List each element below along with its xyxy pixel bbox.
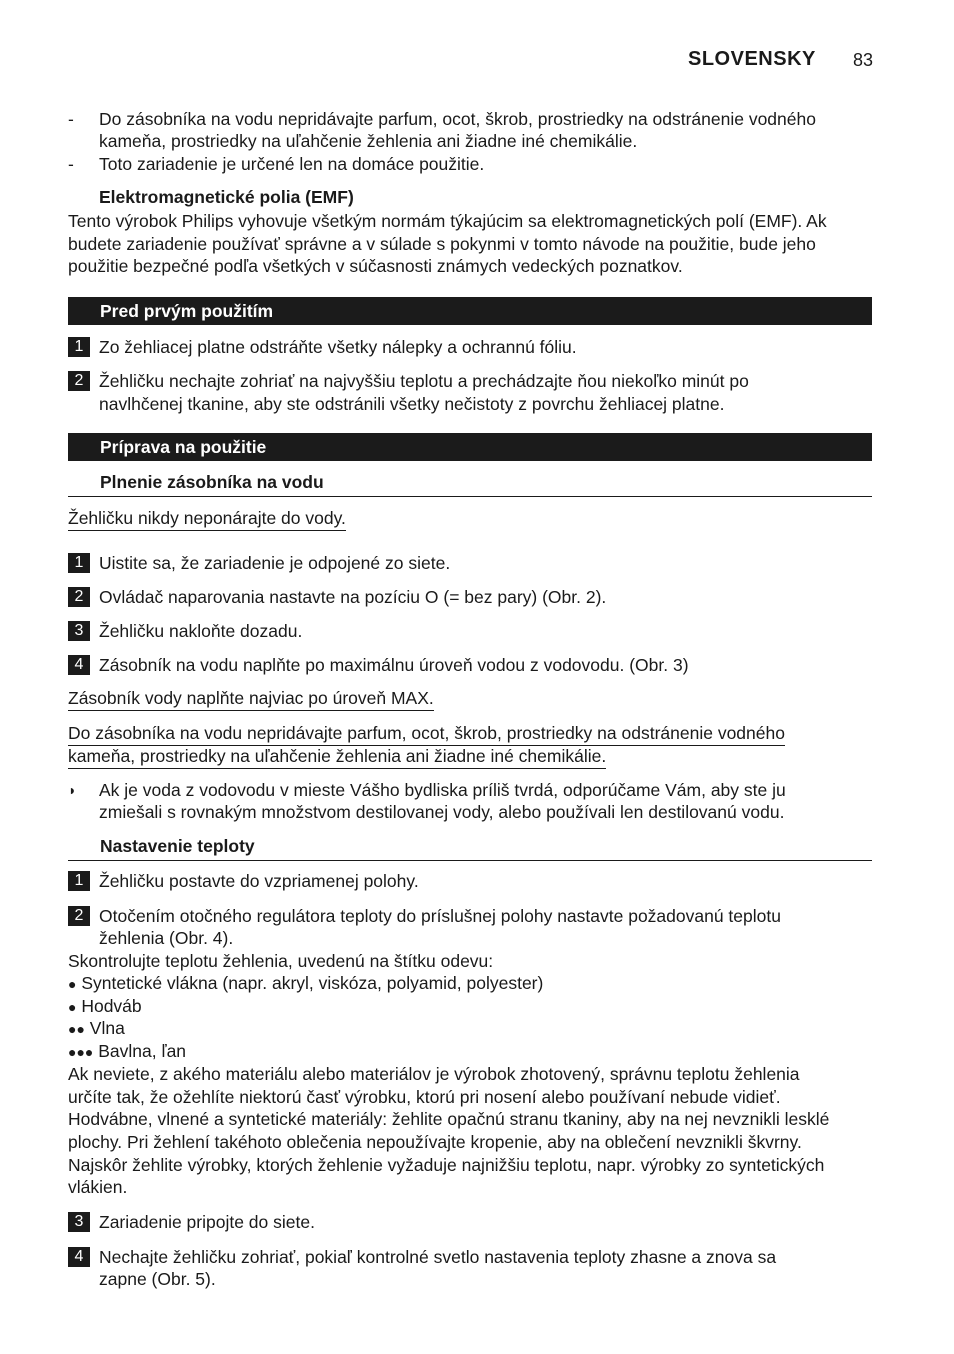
bullet-dash: - [68, 109, 74, 129]
step-text: Ovládač naparovania nastavte na pozíciu O (= bez pary) (Obr. 2). [99, 587, 607, 607]
subsection-title: Plnenie zásobníka na vodu [100, 472, 324, 492]
step-number: 2 [68, 906, 90, 926]
step-text: žehlenia (Obr. 4). [99, 928, 234, 948]
tip-text-line-1: Ak je voda z vodovodu v mieste Vášho bydliska príliš tvrdá, odporúčame Vám, aby ste ju [99, 780, 786, 800]
advice-line: plochy. Pri žehlení takéhoto oblečenia nepoužívajte kropenie, aby na oblečení nevznikli škvrny. [68, 1132, 802, 1152]
fabric-item [68, 1040, 186, 1064]
emf-text-line-1: Tento výrobok Philips vyhovuje všetkým normám týkajúcim sa elektromagnetických polí (EMF). Ak [68, 211, 827, 231]
temp-dot-icon: ● [68, 999, 77, 1015]
fabric-label: Vlna [84, 1018, 125, 1038]
step-text: Zásobník na vodu naplňte po maximálnu úroveň vodou z vodovodu. (Obr. 3) [99, 655, 689, 675]
temp-dot-icon: ●●● [68, 1044, 94, 1060]
step-number: 1 [68, 871, 90, 891]
check-label: Skontrolujte teplotu žehlenia, uvedenú na štítku odevu: [68, 951, 494, 971]
fabric-label: Syntetické vlákna (napr. akryl, viskóza, polyamid, polyester) [76, 973, 544, 993]
fabric-label: Bavlna, ľan [93, 1041, 187, 1061]
language-header: SLOVENSKY [688, 48, 816, 70]
fabric-item [68, 995, 142, 1019]
step-text: Uistite sa, že zariadenie je odpojené zo siete. [99, 553, 451, 573]
step-text: Otočením otočného regulátora teploty do príslušnej polohy nastavte požadovanú teplotu [99, 906, 781, 926]
step-number: 2 [68, 371, 90, 391]
subsection-filling [68, 471, 872, 497]
intro-bullet-1-line-2: kameňa, prostriedky na uľahčenie žehlenia ani žiadne iné chemikálie. [99, 131, 638, 151]
emf-heading: Elektromagnetické polia (EMF) [99, 187, 354, 207]
page-number: 83 [853, 50, 874, 70]
step-text: Nechajte žehličku zohriať, pokiaľ kontrolné svetlo nastavenia teploty zhasne a znova sa [99, 1247, 777, 1267]
step-number: 3 [68, 1212, 90, 1232]
tip-text-line-2: zmiešali s rovnakým množstvom destilovanej vody, alebo používali len destilovanú vodu. [99, 802, 785, 822]
step-number: 3 [68, 621, 90, 641]
advice-line: určíte tak, že ožehlíte niektorú časť výrobku, ktorú pri nosení alebo používaní nebude vidieť. [68, 1087, 781, 1107]
intro-bullet-2-line-1: Toto zariadenie je určené len na domáce použitie. [99, 154, 485, 174]
step-text: Žehličku nakloňte dozadu. [99, 621, 303, 641]
emf-text-line-3: použitie bezpečné podľa všetkých v súčasnosti známych vedeckých poznatkov. [68, 256, 683, 276]
step-text: Zariadenie pripojte do siete. [99, 1212, 315, 1232]
bullet-dash: - [68, 154, 74, 174]
subsection-title: Nastavenie teploty [100, 836, 255, 856]
chemicals-note-line-1: Do zásobníka na vodu nepridávajte parfum, ocot, škrob, prostriedky na odstránenie vodného [68, 722, 785, 746]
step-number: 4 [68, 1247, 90, 1267]
fabric-label: Hodváb [76, 996, 142, 1016]
step-text: Žehličku nechajte zohriať na najvyššiu teplotu a prechádzajte ňou niekoľko minút po [99, 371, 749, 391]
max-level-note: Zásobník vody naplňte najviac po úroveň MAX. [68, 687, 434, 711]
section-title: Pred prvým použitím [100, 301, 274, 321]
temp-dot-icon: ● [68, 976, 77, 992]
step-text: navlhčenej tkanine, aby ste odstránili všetky nečistoty z povrchu žehliacej platne. [99, 394, 725, 414]
tip-arrow-icon: ◗ [68, 782, 77, 798]
step-number: 1 [68, 337, 90, 357]
section-bar-first-use [68, 297, 872, 325]
section-title: Príprava na použitie [100, 437, 267, 457]
step-number: 2 [68, 587, 90, 607]
section-bar-preparation [68, 433, 872, 461]
advice-line: Najskôr žehlite výrobky, ktorých žehlenie vyžaduje najnižšiu teplotu, napr. výrobky zo syntetických [68, 1155, 825, 1175]
step-text: Zo žehliacej platne odstráňte všetky nálepky a ochrannú fóliu. [99, 337, 577, 357]
step-text: zapne (Obr. 5). [99, 1269, 216, 1289]
advice-line: vlákien. [68, 1177, 128, 1197]
advice-line: Ak neviete, z akého materiálu alebo materiálov je výrobok zhotovený, správnu teplotu žehlenia [68, 1064, 800, 1084]
temp-dot-icon: ●● [68, 1021, 85, 1037]
step-text: Žehličku postavte do vzpriamenej polohy. [99, 871, 419, 891]
subsection-temperature [68, 835, 872, 861]
fabric-item [68, 1017, 125, 1041]
emf-text-line-2: budete zariadenie používať správne a v súlade s pokynmi v tomto návode na použitie, bude jeho [68, 234, 816, 254]
warning-note: Žehličku nikdy neponárajte do vody. [68, 507, 346, 531]
step-number: 1 [68, 553, 90, 573]
fabric-item [68, 972, 543, 996]
step-number: 4 [68, 655, 90, 675]
advice-line: Hodvábne, vlnené a syntetické materiály: žehlite opačnú stranu tkaniny, aby na nej nevznikli lesklé [68, 1109, 830, 1129]
intro-bullet-1-line-1: Do zásobníka na vodu nepridávajte parfum, ocot, škrob, prostriedky na odstránenie vodného [99, 109, 816, 129]
chemicals-note-line-2: kameňa, prostriedky na uľahčenie žehlenia ani žiadne iné chemikálie. [68, 745, 606, 769]
